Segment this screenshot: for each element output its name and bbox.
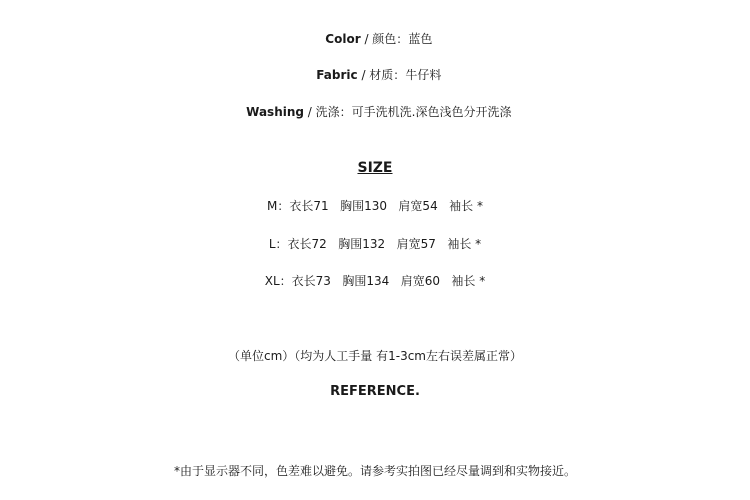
washing-label: Washing (246, 105, 304, 119)
size-row-xl: XL：衣长73 胸围134 肩宽60 袖长 * (264, 274, 486, 288)
color-value: 蓝色 (408, 32, 433, 46)
fabric-line (0, 51, 750, 83)
measurement-note: （单位cm）（均为人工手量 有1-3cm左右误差属正常） (228, 349, 522, 363)
fabric-label: Fabric (316, 68, 358, 82)
size-row-m: M：衣长71 胸围130 肩宽54 袖长 * (267, 199, 483, 213)
fabric-separator: / 材质： (357, 68, 406, 82)
color-separator: / 颜色： (360, 32, 409, 46)
size-title: SIZE (357, 160, 393, 176)
fabric-value: 牛仔料 (405, 68, 442, 82)
color-label: Color (325, 32, 361, 46)
disclaimer-text: *由于显示器不同，色差难以避免。请参考实拍图已经尽量调到和实物接近。 (173, 464, 576, 478)
size-row-l: L：衣长72 胸围132 肩宽57 袖长 * (268, 237, 482, 251)
reference-heading: REFERENCE. (330, 384, 420, 399)
color-line (0, 15, 750, 47)
washing-line (0, 88, 750, 120)
washing-value: 可手洗机洗.深色浅色分开洗涤 (351, 105, 512, 119)
washing-separator: / 洗涤： (303, 105, 352, 119)
